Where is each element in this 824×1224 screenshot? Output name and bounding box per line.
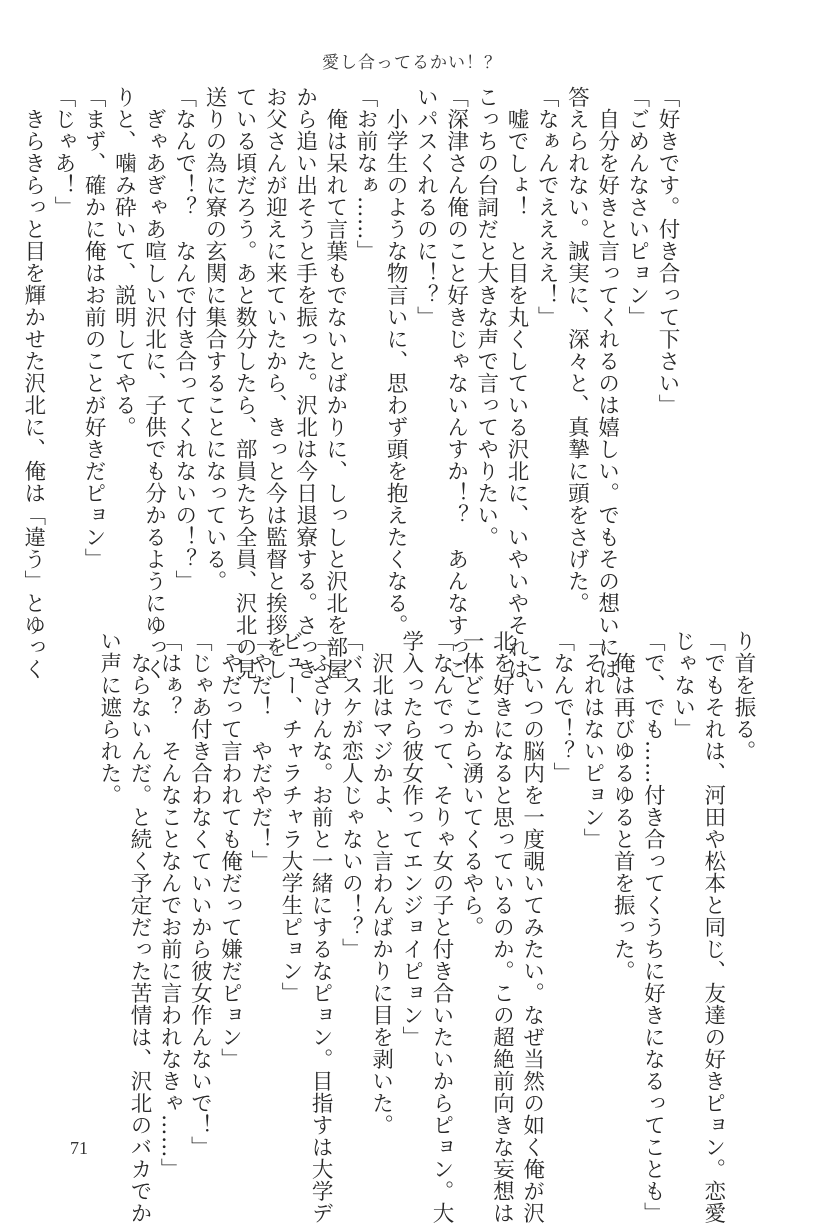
text-line: 「それはないピョン」 bbox=[579, 630, 605, 850]
text-line: 「やだ！ やだやだ！」 bbox=[247, 630, 273, 872]
text-line: 「なんで！？ なんで付き合ってくれないの！？」 bbox=[171, 86, 197, 592]
text-line: りと、噛み砕いて、説明してやる。 bbox=[111, 86, 137, 438]
text-line: 「まず、確かに俺はお前のことが好きだピョン」 bbox=[81, 86, 107, 570]
text-line: 嘘でしょ！ と目を丸くしている沢北に、いやいやそれは bbox=[503, 86, 529, 680]
text-line: 「なぁんでええええ！」 bbox=[534, 86, 560, 328]
text-line: 自分を好きと言ってくれるのは嬉しい。でもその想いには bbox=[594, 86, 620, 680]
text-line: きらきらっと目を輝かせた沢北に、俺は「違う」とゆっく bbox=[20, 86, 46, 680]
page-number: 71 bbox=[70, 1138, 88, 1158]
text-line: い声に遮られた。 bbox=[96, 630, 122, 806]
text-line: 「で、でも……付き合ってくうちに好きになるってことも」 bbox=[640, 630, 666, 1224]
text-line: 「じゃあ付き合わなくていいから彼女作んないで！」 bbox=[187, 630, 213, 1158]
text-line: こいつの脳内を一度覗いてみたい。なぜ当然の如く俺が沢 bbox=[519, 630, 545, 1224]
text-line: から追い出そうと手を振った。沢北は今日退寮する。さっき bbox=[292, 86, 318, 680]
text-line: 一体どこから湧いてくるやら。 bbox=[459, 630, 485, 938]
text-block-top bbox=[20, 86, 682, 680]
text-line: 「やだって言われても俺だって嫌だピョン」 bbox=[217, 630, 243, 1070]
text-line: 「なんでって、そりゃ女の子と付き合いたいからピョン。大 bbox=[428, 630, 454, 1224]
text-line: じゃない」 bbox=[670, 630, 696, 740]
text-line: 「お前なぁ……」 bbox=[352, 86, 378, 262]
text-line: 俺は呆れて言葉もでないとばかりに、しっしと沢北を部屋 bbox=[322, 86, 348, 680]
text-line: こっちの台詞だと大きな声で言ってやりたい。 bbox=[473, 86, 499, 548]
text-line: 小学生のような物言いに、思わず頭を抱えたくなる。 bbox=[383, 86, 409, 636]
text-line: 北を好きになると思っているのか。この超絶前向きな妄想は bbox=[489, 630, 515, 1224]
text-line: り首を振る。 bbox=[731, 630, 756, 762]
text-line: 「なんで！？」 bbox=[549, 630, 575, 784]
text-line: 「好きです。付き合って下さい」 bbox=[655, 86, 680, 416]
text-line: いパスくれるのに！？」 bbox=[413, 86, 439, 328]
running-head: 愛し合ってるかい！？ bbox=[322, 53, 502, 73]
text-line: 「ふざけんな。お前と一緒にするなピョン。目指すは大学デ bbox=[308, 630, 334, 1224]
text-line: ビュー、チャラチャラ大学生ピョン」 bbox=[277, 630, 303, 1004]
text-line: 学入ったら彼女作ってエンジョイピョン」 bbox=[398, 630, 424, 1048]
text-line: 「バスケが恋人じゃないの！？」 bbox=[338, 630, 364, 960]
text-line: 答えられない。誠実に、深々と、真摯に頭をさげた。 bbox=[564, 86, 590, 614]
text-line: 「でもそれは、河田や松本と同じ、友達の好きピョン。恋愛 bbox=[700, 630, 726, 1224]
text-line: 送りの為に寮の玄関に集合することになっている。 bbox=[201, 86, 227, 592]
text-line: 「はぁ？ そんなことなんでお前に言われなきゃ……」 bbox=[157, 630, 183, 1180]
text-line: 沢北はマジかよ、と言わんばかりに目を剥いた。 bbox=[368, 630, 394, 1136]
text-line: ている頃だろう。あと数分したら、部員たち全員、沢北の見 bbox=[232, 86, 258, 680]
text-line: お父さんが迎えに来ていたから、きっと今は監督と挨拶をし bbox=[262, 86, 288, 680]
text-line: 「深津さん俺のこと好きじゃないんすか！？ あんなすっご bbox=[443, 86, 469, 680]
text-line: 「じゃあ！」 bbox=[50, 86, 76, 218]
text-line: 「ごめんなさいピョン」 bbox=[624, 86, 650, 328]
text-line: 俺は再びゆるゆると首を振った。 bbox=[610, 630, 636, 982]
text-line: ならないんだ。と続く予定だった苦情は、沢北のバカでか bbox=[126, 630, 152, 1224]
text-line: ぎゃあぎゃあ喧しい沢北に、子供でも分かるようにゆっく bbox=[141, 86, 167, 680]
text-block-bottom bbox=[92, 630, 758, 1224]
